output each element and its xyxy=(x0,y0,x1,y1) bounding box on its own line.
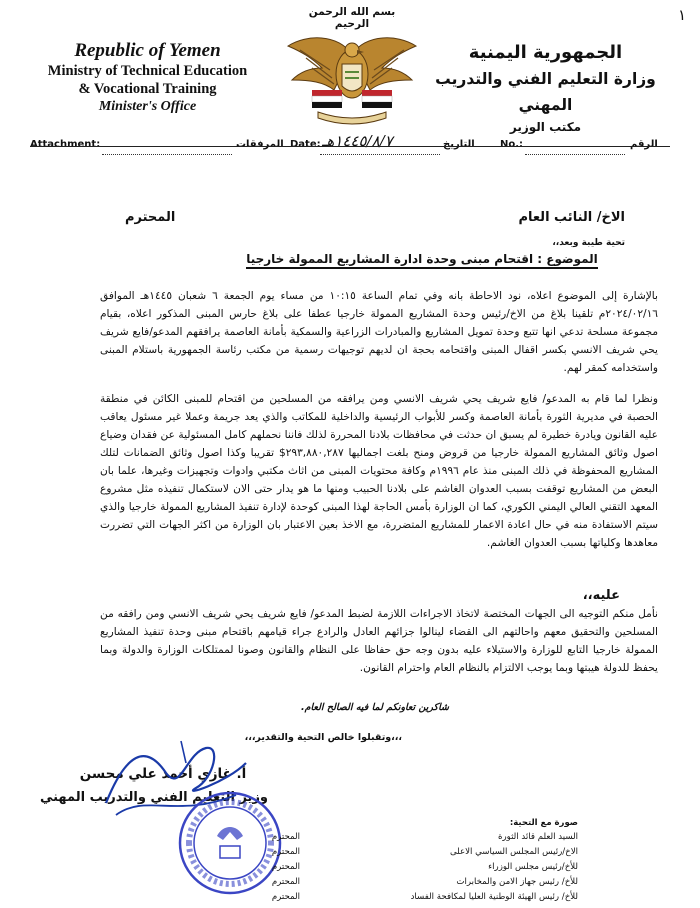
closing-thanks: شاكرين تعاونكم لما فيه الصالح العام. xyxy=(301,702,449,713)
arabic-letterhead xyxy=(433,40,658,136)
date-label-en: Date: xyxy=(290,139,321,150)
ar-ministry: وزارة التعليم الفني والتدريب المهني xyxy=(435,70,656,114)
en-republic: Republic of Yemen xyxy=(74,40,221,61)
paragraph-3: نأمل منكم التوجيه الى الجهات المختصة لاتخاذ الاجراءات اللازمة لضبط المدعو/ فايع شريف يحي شريف الانسي ومن رافقه من المسلحين والتحقيق معهم واحالتهم الى القضاء لينالوا جزائهم العادل والرادع جراء قيامهم باقتحام مبنى وحدة تنفيذ المشاريع الممولة خارجيا التابع للوزارة والاستيلاء عليه بدون وجه حق حفاظا على النظام والقانون وصونا لممتلكات الوزارة والدولة وبما يحفظ للدولة هيبتها وبما يوجب الالتزام بالنظام العام واحترام القانون. xyxy=(100,608,658,674)
ar-republic: الجمهورية اليمنية xyxy=(468,42,623,63)
header-divider xyxy=(30,146,670,147)
date-line xyxy=(320,154,440,155)
closing-regards: ،،،وتقبلوا خالص التحية والتقدير،،، xyxy=(244,732,402,743)
attachment-line xyxy=(102,154,232,155)
paragraph-2: ونظرا لما قام به المدعو/ فايع شريف يحي شريف الانسي ومن يرافقه من المسلحين من اقتحام للمبنى الكائن في منطقة الحصبة في مديرية الثورة بأمانة العاصمة وكسر للأبواب الرئيسية والداخلية للمكاتب والذي يعد جريمة وعملا غير مسئول يعاقب عليه القانون ويادرة خطيرة لم يسبق ان حدثت في محافظات بلادنا المحررة لذلك فاننا نحملهم كامل المسئولية عن فقدان وضياع اصول وثائق المشاريع الممولة خارجيا من قروض ومنح بلغت اجماليها ٢٩٣,٨٨٠,٢٨٧$ تقريبا وكذا اصول وثائق الضمانات لتلك المشاريع المحفوظة في ذلك المبنى منذ عام ١٩٩٦م وكافة محتويات المبنى من اثاث مكتبي وادوات وتجهيزات وغيرها، علما بان البعض من المشاريع توقفت بسبب العدوان الغاشم على بلادنا الحبيب ومنها ما هو يدار حتى الان لاستكمال تنفيذه مثل مشروع المعهد التقني العالي اليمني الكوري، كما ان الوزارة بأمس الحاجة لهذا المبنى كوحدة لإدارة تنفيذ المشاريع الممولة خارجيا والذي سيتم الاستفادة منه في حال اعادة الاعمار للمشاريع المتضررة، مع الاخذ بعين الاعتبار بان الوزارة من اكثر الجهات التي تضررت معاهدها وكلياتها بسبب العدوان الغاشم. xyxy=(100,393,658,549)
english-letterhead xyxy=(30,40,265,115)
ar-office: مكتب الوزير xyxy=(509,120,582,134)
date-label-ar: التاريخ xyxy=(443,139,475,150)
copy-recipient: للأخ/ رئيس جهاز الامن والمخابرات xyxy=(456,877,578,887)
number-label-ar: الرقم xyxy=(630,139,658,150)
copies-heading: صورة مع التحية: xyxy=(509,818,578,828)
copy-suffix: المحترم xyxy=(271,847,300,857)
attachment-label-en: Attachment: xyxy=(30,139,101,150)
subject-text: الموضوع : اقتحام مبنى وحدة ادارة المشاريع الممولة خارجيا xyxy=(246,252,598,269)
respected-label: المحترم xyxy=(125,210,176,225)
signatory-title: وزير التعليم الفني والتدريب المهني xyxy=(39,790,269,805)
bismillah: بسم الله الرحمن الرحيم xyxy=(308,6,396,30)
en-ministry-line-2: & Vocational Training xyxy=(78,81,217,97)
number-label-en: No.: xyxy=(500,139,524,150)
recipient: الاخ/ النائب العام xyxy=(518,210,625,225)
signatory-name: أ. غازي أحمد علي محسن xyxy=(79,766,247,782)
copy-recipient: للأخ/ رئيس الهيئة الوطنية العليا لمكافحة الفساد xyxy=(410,892,578,902)
official-stamp-icon xyxy=(175,788,285,898)
attachment-label-ar: المرفقات xyxy=(236,139,284,150)
copy-recipient: الاخ/رئيس المجلس السياسي الاعلى xyxy=(449,847,578,857)
copy-suffix: المحترم xyxy=(271,877,300,887)
copy-suffix: المحترم xyxy=(271,832,300,842)
copy-suffix: المحترم xyxy=(271,892,300,902)
page-number: ١ xyxy=(677,6,686,24)
copy-recipient: السيد العلم قائد الثورة xyxy=(497,832,578,842)
greeting: تحية طيبة وبعد،، xyxy=(552,238,625,248)
number-line xyxy=(525,154,625,155)
en-ministry-line-1: Ministry of Technical Education xyxy=(47,63,248,79)
eagle-emblem-icon xyxy=(282,24,422,126)
copy-suffix: المحترم xyxy=(271,862,300,872)
en-office: Minister's Office xyxy=(98,99,197,114)
therefore-heading: عليه،، xyxy=(582,588,620,603)
paragraph-1: بالإشارة إلى الموضوع اعلاه، نود الاحاطة بانه وفي تمام الساعة ١٠:١٥ من مساء يوم الجمعة ٦ شعبان ١٤٤٥هـ الموافق ٢٠٢٤/٠٢/١٦م تلقينا بلاغ من الاخ/رئيس وحدة المشاريع الممولة خارجيا عطفا على بلاغ حارس المبنى المذكور اعلاه، بقيام مجموعة مسلحة تدعي انها تتبع وحدة تمويل المشاريع والمبادرات الزراعية والسمكية بأمانة العاصمة يرافقهم المدعو/فايع شريف يحي شريف الانسي بكسر اقفال المبنى واقتحامه بحجة ان لديهم توجيهات رسمية من مكتب رئاسة الجمهورية باستلام المبنى واستخدامه كمقر لهم. xyxy=(100,290,658,374)
subject-line xyxy=(212,252,632,266)
copy-recipient: للأخ/رئيس مجلس الوزراء xyxy=(488,862,578,872)
date-value: ١٤٤٥/٨/٧هـ xyxy=(322,132,393,150)
